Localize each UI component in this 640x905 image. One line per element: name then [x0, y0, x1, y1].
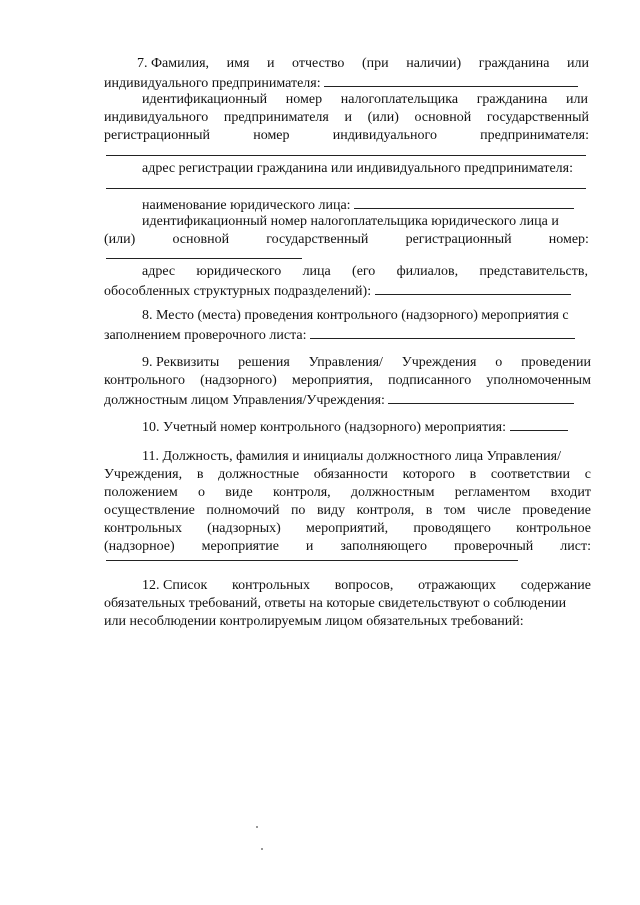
official-field[interactable] [106, 560, 518, 561]
s9-line-2 [104, 373, 591, 389]
s7-line-1-word: (при [361, 56, 389, 71]
s11-line-4-word: том [443, 503, 466, 518]
s12-line-3: или несоблюдении контролируемым лицом обязательных требований: [104, 614, 524, 629]
s12-line-1-word: отражающих [418, 578, 497, 593]
s11-line-4-word: виду [316, 503, 346, 518]
s7-line-10-word: лица [302, 264, 331, 279]
s7-line-1-word: гражданина [478, 56, 550, 71]
s11-line-6 [104, 539, 591, 555]
ip-name-field[interactable] [324, 74, 578, 87]
s7-line-3-word: номер [285, 92, 323, 107]
s9-line-1-word: 9. Реквизиты [142, 355, 220, 370]
s11-line-6-word: мероприятие [201, 539, 279, 554]
ip-ogrn-field[interactable] [106, 155, 586, 156]
s11-line-4-word: полномочий [206, 503, 280, 518]
s9-line-1 [142, 355, 591, 371]
s7-line-3-word: или [565, 92, 588, 107]
s7-line-10-word: представительств, [479, 264, 588, 279]
scan-speck [261, 848, 263, 850]
s10-line-1-text: 10. Учетный номер контрольного (надзорного) мероприятия: [142, 420, 507, 435]
s11-line-4 [104, 503, 591, 519]
s12-line-1-word: содержание [520, 578, 591, 593]
s11-line-3-word: входит [550, 485, 591, 500]
s7-line-11 [104, 282, 571, 298]
s11-line-4-word: числе [476, 503, 511, 518]
record-number-field[interactable] [510, 418, 568, 431]
s11-line-5 [104, 521, 591, 537]
s7-line-9 [104, 232, 589, 248]
s7-line-4-word: (или) [367, 110, 399, 125]
s11-line-2-word: в [469, 467, 477, 482]
s11-line-3-word: о [198, 485, 205, 500]
place-field[interactable] [310, 326, 575, 339]
s11-line-5-word: (надзорных) [207, 521, 281, 536]
s7-line-5-word: регистрационный [104, 128, 211, 143]
s11-line-5-word: мероприятий, [306, 521, 389, 536]
s7-line-1 [137, 56, 589, 72]
s11-line-4-word: осуществление [104, 503, 195, 518]
s11-line-6-word: (надзорное) [104, 539, 175, 554]
s9-line-1-word: Учреждения [401, 355, 477, 370]
s9-line-3 [104, 391, 574, 407]
s7-line-3 [142, 92, 588, 108]
s7-line-1-word: 7. Фамилия, [137, 56, 210, 71]
s7-line-11-text: обособленных структурных подразделений): [104, 284, 372, 299]
s9-line-2-word: подписанного [388, 373, 472, 388]
s7-line-10-word: юридического [196, 264, 282, 279]
s7-line-5 [104, 128, 589, 144]
s9-line-2-word: уполномоченным [486, 373, 591, 388]
s7-line-4-word: и [344, 110, 352, 125]
s9-line-2-word: мероприятия, [291, 373, 373, 388]
s11-line-3-word: контроля, [273, 485, 331, 500]
s10-line-1 [142, 418, 568, 434]
s11-line-2-word: в [196, 467, 204, 482]
s7-line-10 [142, 264, 588, 280]
s11-line-3-word: виде [225, 485, 253, 500]
s11-line-6-word: заполняющего [340, 539, 428, 554]
s7-line-10-word: адрес [142, 264, 176, 279]
legal-entity-address-field[interactable] [375, 282, 571, 295]
s7-line-7 [142, 196, 574, 212]
s7-line-9-word: основной [172, 232, 230, 247]
s11-line-4-word: в [425, 503, 433, 518]
s11-line-3 [104, 485, 591, 501]
s11-line-3-word: положением [104, 485, 178, 500]
s7-line-5-word: индивидуального [332, 128, 437, 143]
s7-line-1-word: или [566, 56, 589, 71]
s11-line-2 [104, 467, 591, 483]
s9-line-1-word: проведении [521, 355, 591, 370]
s11-line-2-word: с [584, 467, 591, 482]
s7-line-10-word: (его [352, 264, 376, 279]
s11-line-1: 11. Должность, фамилия и инициалы должностного лица Управления/ [142, 449, 561, 464]
s11-line-4-word: проведение [522, 503, 591, 518]
s9-line-2-word: контрольного [104, 373, 185, 388]
s9-line-3-text: должностным лицом Управления/Учреждения: [104, 393, 385, 408]
s11-line-2-word: которого [402, 467, 455, 482]
scan-speck [256, 826, 258, 828]
s9-line-1-word: решения [238, 355, 290, 370]
s7-line-2-text: индивидуального предпринимателя: [104, 76, 321, 91]
s7-line-4-word: основной [414, 110, 472, 125]
s11-line-4-word: контроля, [356, 503, 415, 518]
decision-details-field[interactable] [388, 391, 574, 404]
s9-line-2-word: (надзорного) [200, 373, 277, 388]
legal-entity-name-field[interactable] [354, 196, 574, 209]
s9-line-1-word: о [495, 355, 503, 370]
s7-line-1-word: отчество [292, 56, 345, 71]
s11-line-6-word: и [305, 539, 314, 554]
s7-line-9-word: государственный [266, 232, 369, 247]
legal-entity-inn-field[interactable] [106, 258, 302, 259]
s7-line-1-word: и [266, 56, 275, 71]
s7-line-10-word: филиалов, [396, 264, 459, 279]
s12-line-1-word: вопросов, [334, 578, 394, 593]
s7-line-9-word: номер: [548, 232, 589, 247]
s7-line-3-word: налогоплательщика [340, 92, 459, 107]
s11-line-5-word: контрольное [516, 521, 591, 536]
s8-line-1: 8. Место (места) проведения контрольного (надзорного) мероприятия с [142, 308, 569, 323]
s7-line-1-word: имя [226, 56, 250, 71]
ip-address-field[interactable] [106, 188, 586, 189]
s7-line-9-word: регистрационный [405, 232, 512, 247]
s11-line-2-word: обязанности [313, 467, 388, 482]
s7-line-6: адрес регистрации гражданина или индивидуального предпринимателя: [142, 161, 573, 176]
s7-line-4-word: предпринимателя [223, 110, 329, 125]
s11-line-5-word: контрольных [104, 521, 182, 536]
s7-line-5-word: номер [253, 128, 290, 143]
s7-line-8: идентификационный номер налогоплательщика юридического лица и [142, 214, 559, 229]
s11-line-5-word: проводящего [413, 521, 491, 536]
s11-line-6-word: проверочный [454, 539, 534, 554]
s11-line-6-word: лист: [560, 539, 591, 554]
s7-line-4-word: индивидуального [104, 110, 209, 125]
s11-line-3-word: регламентом [454, 485, 531, 500]
s7-line-9-word: (или) [104, 232, 136, 247]
s12-line-1 [142, 578, 591, 594]
s8-line-2-text: заполнением проверочного листа: [104, 328, 307, 343]
s7-line-3-word: идентификационный [142, 92, 268, 107]
s9-line-1-word: Управления/ [308, 355, 383, 370]
s7-line-4-word: государственный [486, 110, 589, 125]
s8-line-2 [104, 326, 575, 342]
s7-line-5-word: предпринимателя: [480, 128, 589, 143]
s7-line-7-text: наименование юридического лица: [142, 198, 351, 213]
s11-line-4-word: по [290, 503, 306, 518]
s11-line-3-word: должностным [350, 485, 435, 500]
s12-line-1-word: 12. Список [142, 578, 208, 593]
s7-line-2 [104, 74, 578, 90]
s11-line-2-word: должностные [218, 467, 300, 482]
s12-line-1-word: контрольных [232, 578, 311, 593]
s11-line-2-word: Учреждения, [104, 467, 183, 482]
s11-line-2-word: соответствии [490, 467, 571, 482]
s7-line-4 [104, 110, 589, 126]
s7-line-1-word: наличии) [406, 56, 462, 71]
s7-line-3-word: гражданина [476, 92, 548, 107]
s12-line-2: обязательных требований, ответы на которые свидетельствуют о соблюдении [104, 596, 567, 611]
